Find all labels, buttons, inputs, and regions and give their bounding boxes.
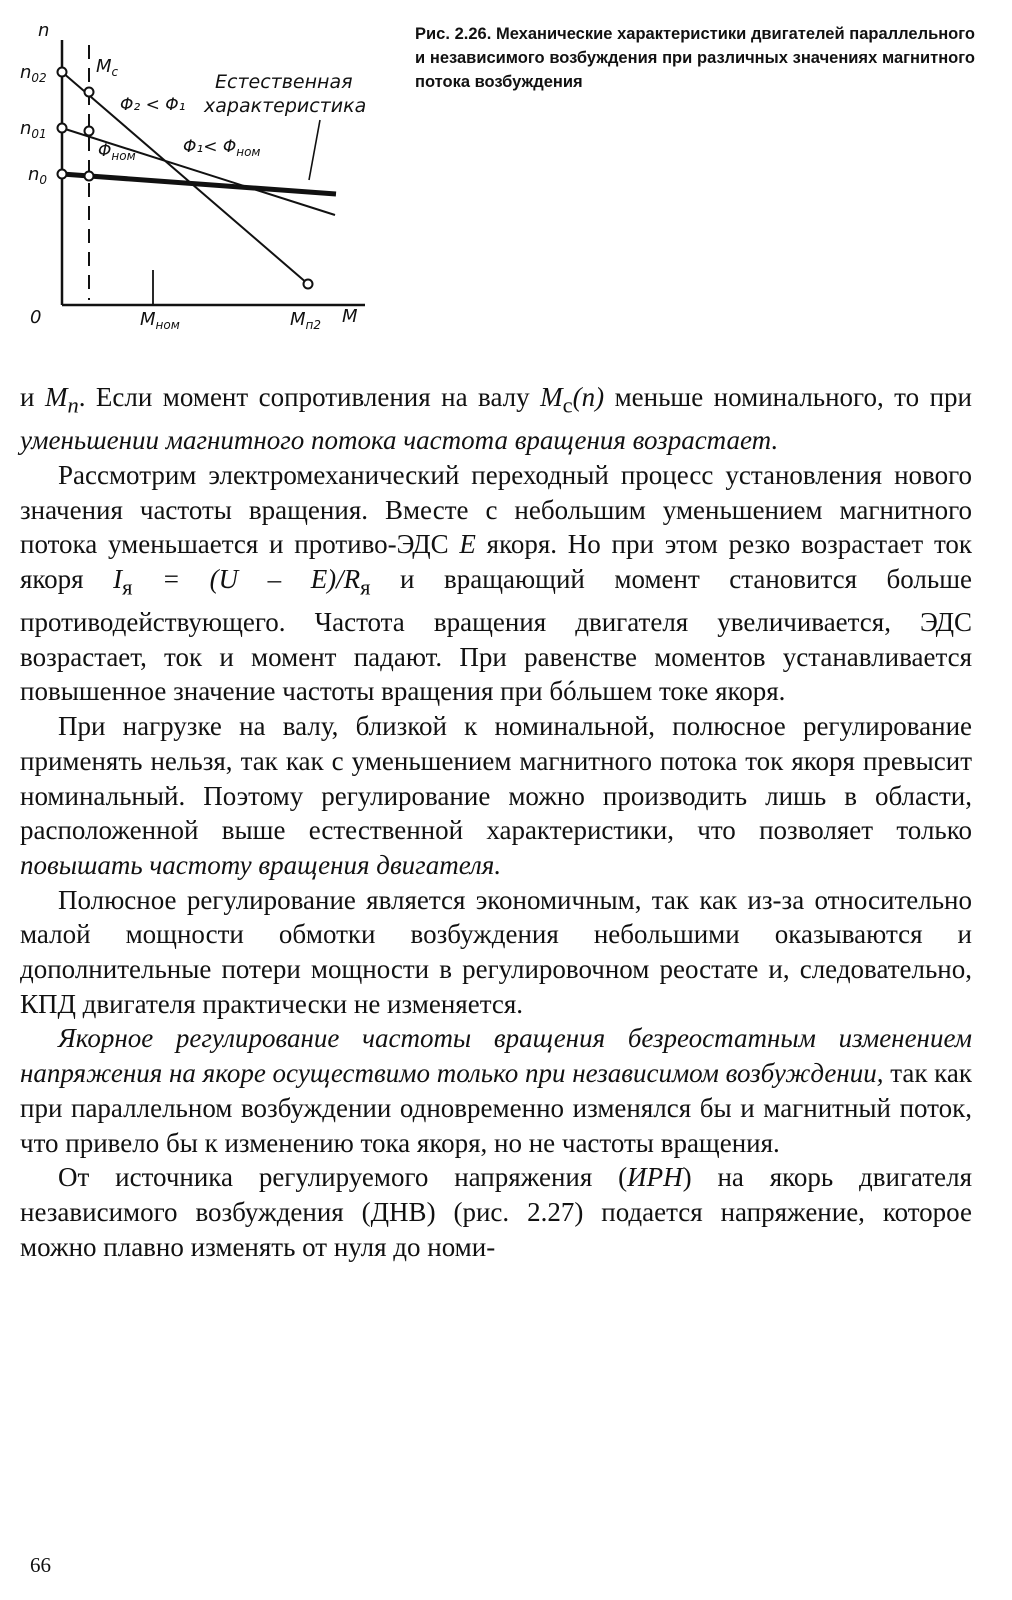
axis-m-label: M: [342, 306, 358, 327]
n0-point: [58, 170, 67, 179]
natural-pointer: [309, 120, 320, 180]
natural-label-line1: Естественная: [215, 71, 353, 93]
n01-point: [58, 124, 67, 133]
mnom-label: $M_{ном}$: [140, 309, 180, 332]
mp2-point: [304, 280, 313, 289]
paragraph-5: Якорное регулирование частоты вращения безреостатным изменением напряжения на якоре осуществимо только при независимом возбуждении, так как при параллельном возбуждении одновременно изменялся бы и магнитный поток, что привело бы к изменению тока якоря, но не частоты вращения.: [20, 1023, 972, 1158]
phi1-label: $\Phi_1< \Phi_{ном}$: [183, 137, 261, 159]
n0-label: $n_0$: [28, 164, 48, 187]
n02-label: $n_{02}$: [20, 62, 47, 85]
body-text: [20, 380, 972, 1264]
figure-mechanical-characteristics: [20, 20, 400, 335]
phinom-label: $\Phi_{ном}$: [98, 141, 136, 163]
origin-label: 0: [30, 307, 42, 328]
paragraph-3: При нагрузке на валу, близкой к номинальной, полюсное регулирование применять нельзя, так как с уменьшением магнитного потока ток якоря превысит номинальный. Поэтому регулирование можно производить лишь в области, расположенной выше естественной характеристики, что позволяет только повышать частоту вращения двигателя.: [20, 711, 972, 880]
mp2-label: $M_{п2}$: [290, 309, 322, 332]
phi2-label: Φ₂ < Φ₁: [120, 95, 186, 115]
natural-label-line2: характеристика: [204, 95, 367, 117]
paragraph-6: От источника регулируемого напряжения (ИРН) на якорь двигателя независимого возбуждения (ДНВ) (рис. 2.27) подается напряжение, которое можно плавно изменять от нуля до номи-: [20, 1162, 973, 1262]
characteristics-diagram: [20, 20, 400, 335]
paragraph-4: Полюсное регулирование является экономичным, так как из-за относительно малой мощности обмотки возбуждения небольшими оказываются и дополнительные потери мощности в регулировочном реостате и, следовательно, КПД двигателя практически не изменяется.: [20, 884, 972, 1019]
mc-nom-point: [85, 172, 94, 181]
n01-label: $n_{01}$: [20, 118, 47, 141]
n02-point: [58, 68, 67, 77]
axis-n-label: n: [38, 20, 50, 41]
paragraph-2: Рассмотрим электромеханический переходный процесс установления нового значения частоты вращения. Вместе с небольшим уменьшением магнитного потока уменьшается и противо-ЭДС E якоря. Но при этом резко возрастает ток якоря $I_я = (U - E)/R_я$ и вращающий момент становится больше противодействующего. Частота вращения двигателя увеличивается, ЭДС возрастает, ток и момент падают. При равенстве моментов устанавливается повышенное значение частоты вращения при бóльшем токе якоря.: [20, 459, 973, 707]
mc-phi1-point: [85, 127, 94, 136]
paragraph-1: и $M_п$. Если момент сопротивления на валу $M_с(n)$ меньше номинального, то при уменьшении магнитного потока частота вращения возрастает.: [20, 382, 973, 456]
figure-caption: Рис. 2.26. Механические характеристики двигателей параллельного и независимого возбуждения при различных значениях магнитного потока возбуждения: [415, 25, 975, 91]
mc-label: $M_c$: [96, 56, 119, 79]
mc-phi2-point: [85, 88, 94, 97]
page-number: 66: [30, 1553, 51, 1577]
